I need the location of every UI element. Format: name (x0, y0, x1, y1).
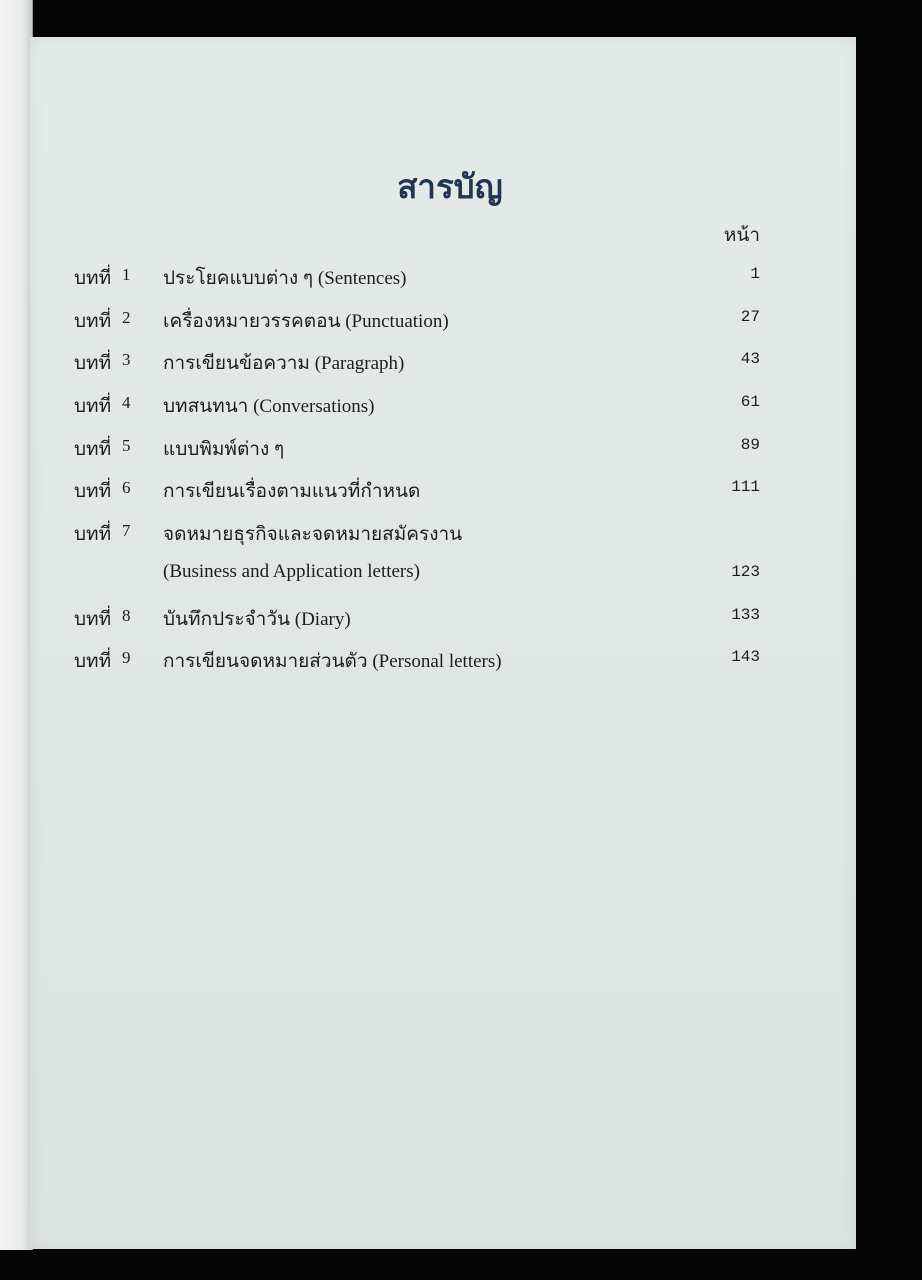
page-title: สารบัญ (397, 167, 503, 206)
toc-entry (30, 476, 856, 506)
chapter-number: 6 (122, 478, 131, 497)
chapter-word: บทที่ (74, 481, 112, 502)
page-number: 111 (731, 478, 760, 496)
chapter-number: 2 (122, 308, 131, 327)
toc-entry-continuation (30, 561, 856, 591)
page-number: 1 (750, 265, 760, 283)
page-column-label: หน้า (723, 225, 760, 246)
chapter-title: บทสนทนา (Conversations) (163, 396, 375, 417)
page-number: 123 (731, 563, 760, 581)
chapter-word: บทที่ (74, 439, 112, 460)
toc-entry (30, 263, 856, 293)
chapter-number: 8 (122, 606, 131, 625)
chapter-number: 9 (122, 648, 131, 667)
page-number: 27 (740, 308, 760, 326)
chapter-title: การเขียนเรื่องตามแนวที่กำหนด (163, 481, 421, 502)
book-page (30, 37, 856, 1249)
chapter-word: บทที่ (74, 651, 112, 672)
chapter-word: บทที่ (74, 268, 112, 289)
page-number: 89 (740, 436, 760, 454)
toc-entry (30, 519, 856, 549)
chapter-title: ประโยคแบบต่าง ๆ (Sentences) (163, 268, 407, 289)
chapter-number: 7 (122, 521, 131, 540)
chapter-number: 4 (122, 393, 131, 412)
facing-page-edge (0, 0, 33, 1250)
chapter-number: 5 (122, 436, 131, 455)
toc-entry (30, 434, 856, 464)
page-number: 133 (731, 606, 760, 624)
chapter-title: เครื่องหมายวรรคตอน (Punctuation) (163, 311, 449, 332)
chapter-number: 3 (122, 350, 131, 369)
toc-entry (30, 646, 856, 676)
page-number: 43 (740, 350, 760, 368)
toc-entry (30, 348, 856, 378)
chapter-title: การเขียนข้อความ (Paragraph) (163, 353, 405, 374)
chapter-title: แบบพิมพ์ต่าง ๆ (163, 439, 285, 460)
chapter-word: บทที่ (74, 609, 112, 630)
chapter-word: บทที่ (74, 353, 112, 374)
page-number: 61 (740, 393, 760, 411)
chapter-title: การเขียนจดหมายส่วนตัว (Personal letters) (163, 651, 502, 672)
chapter-title: (Business and Application letters) (163, 561, 420, 582)
toc-entry (30, 391, 856, 421)
chapter-title: บันทึกประจำวัน (Diary) (163, 609, 351, 630)
chapter-word: บทที่ (74, 396, 112, 417)
chapter-word: บทที่ (74, 524, 112, 545)
toc-entry (30, 604, 856, 634)
chapter-title: จดหมายธุรกิจและจดหมายสมัครงาน (163, 524, 463, 545)
chapter-number: 1 (122, 265, 131, 284)
toc-entry (30, 306, 856, 336)
page-number: 143 (731, 648, 760, 666)
chapter-word: บทที่ (74, 311, 112, 332)
